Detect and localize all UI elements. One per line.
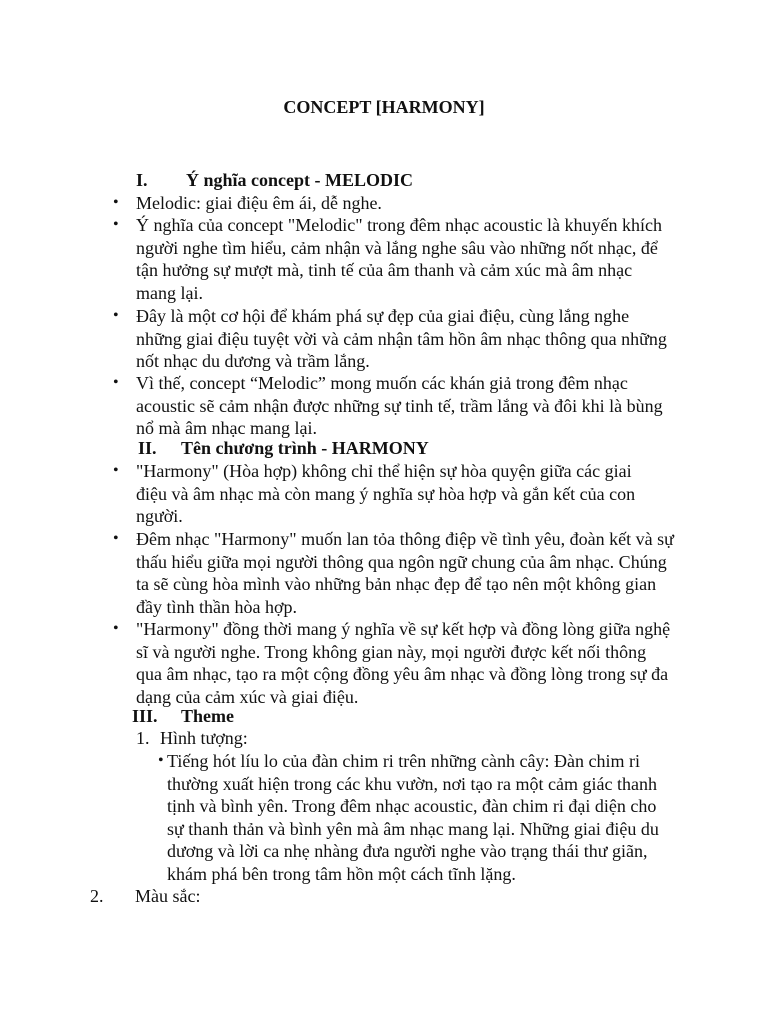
list-item: Tiếng hót líu lo của đàn chim ri trên những cành cây: Đàn chim ri thường xuất hiện trong các khu vườn, nơi tạo ra một cảm giác thanh tịnh và bình yên. Trong đêm nhạc acoustic, đàn chim ri đại diện cho sự thanh thản và bình yên mà âm nhạc mang lại. Những giai điệu du dương và lời ca nhẹ nhàng đưa người nghe vào trạng thái thư giãn, khám phá bên trong tâm hồn một cách tĩnh lặng. [167,751,659,884]
section-heading-3 [132,705,432,727]
bullet-marker: • [113,307,119,324]
item-label: Màu sắc: [135,886,201,906]
section-heading-1 [136,169,536,191]
bullet-marker: • [113,620,119,637]
item-number: 1. [136,728,150,748]
list-item: "Harmony" đồng thời mang ý nghĩa về sự kết hợp và đồng lòng giữa nghệ sĩ và người nghe. Trong không gian này, mọi người được kết nối thông qua âm nhạc, tạo ra một cộng đồng yêu âm nhạc và đồng lòng trong sự đa dạng của cảm xúc và giai điệu. [136,619,671,707]
bullet-marker: • [113,530,119,547]
item-label: Hình tượng: [160,728,248,748]
item-number: 2. [90,886,104,906]
list-item: Đây là một cơ hội để khám phá sự đẹp của giai điệu, cùng lắng nghe những giai điệu tuyệt vời và cảm nhận tâm hồn âm nhạc thông qua những nốt nhạc du dương và trầm lắng. [136,306,667,371]
section-numeral: II. [138,438,157,458]
numbered-item-1 [136,727,248,749]
list-item: Vì thế, concept “Melodic” mong muốn các khán giả trong đêm nhạc acoustic sẽ cảm nhận được những sự tinh tế, trầm lắng và đôi khi là bùng nổ mà âm nhạc mang lại. [136,373,663,438]
bullet-marker: • [113,462,119,479]
section-title: Theme [181,706,234,726]
numbered-item-2 [90,885,201,907]
bullet-marker: • [113,374,119,391]
section-heading-2 [138,437,538,459]
section-numeral: III. [132,706,158,726]
list-item: Melodic: giai điệu êm ái, dễ nghe. [136,193,382,213]
list-item: "Harmony" (Hòa hợp) không chỉ thể hiện sự hòa quyện giữa các giai điệu và âm nhạc mà còn mang ý nghĩa sự hòa hợp và gắn kết của con người. [136,461,636,526]
section-title: Ý nghĩa concept - MELODIC [186,170,414,190]
bullet-marker: • [113,216,119,233]
bullet-marker: • [113,194,119,211]
list-item: Đêm nhạc "Harmony" muốn lan tỏa thông điệp về tình yêu, đoàn kết và sự thấu hiểu giữa mọi người thông qua ngôn ngữ chung của âm nhạc. Chúng ta sẽ cùng hòa mình vào những bản nhạc đẹp để tạo nên một không gian đầy tình thần hòa hợp. [136,529,674,617]
list-item: Ý nghĩa của concept "Melodic" trong đêm nhạc acoustic là khuyến khích người nghe tìm hiểu, cảm nhận và lắng nghe sâu vào những nốt nhạc, để tận hưởng sự mượt mà, tinh tế của âm thanh và cảm xúc mà âm nhạc mang lại. [136,215,663,303]
bullet-marker: • [158,752,164,769]
section-numeral: I. [136,170,148,190]
page-title: CONCEPT [HARMONY] [283,97,485,117]
section-title: Tên chương trình - HARMONY [181,438,429,458]
